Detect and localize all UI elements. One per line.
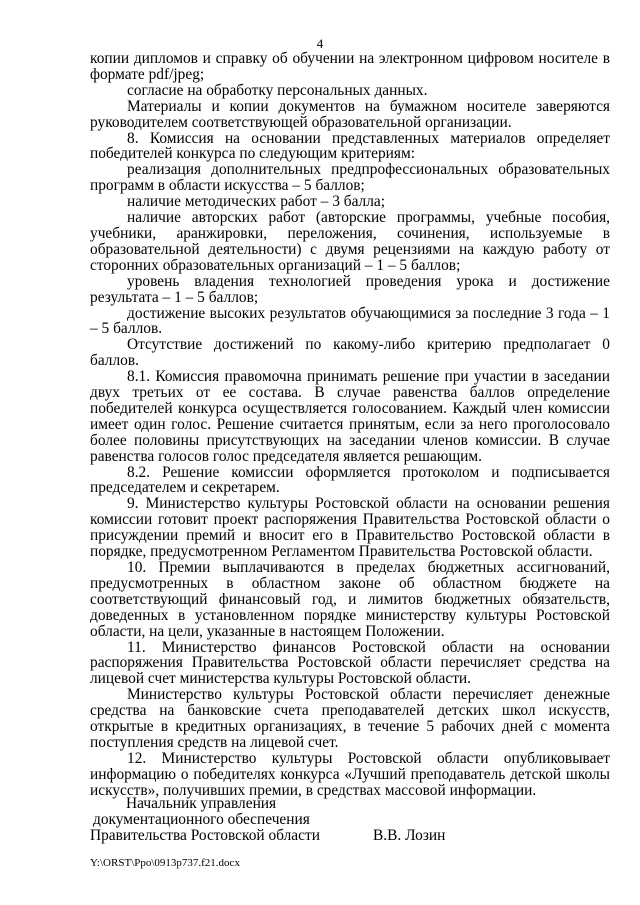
paragraph: 12. Министерство культуры Ростовской области опубликовывает информацию о победителях конкурса «Лучший преподаватель детской школы искусств», получивших премии, в средствах массовой информации. <box>90 749 610 799</box>
document-body <box>90 51 610 799</box>
signer-name: В.В. Лозин <box>373 827 446 845</box>
paragraph: достижение высоких результатов обучающимися за последние 3 года – 1 – 5 баллов. <box>90 304 610 338</box>
paragraph: согласие на обработку персональных данных. <box>127 81 428 99</box>
signer-position-line-1: Начальник управления <box>126 795 277 812</box>
paragraph: 8.2. Решение комиссии оформляется протоколом и подписывается председателем и секретарем. <box>90 463 610 497</box>
paragraph: Отсутствие достижений по какому-либо критерию предполагает 0 баллов. <box>90 336 610 370</box>
signer-position-line-3: Правительства Ростовской области <box>90 827 320 845</box>
paragraph: копии дипломов и справку об обучении на электронном цифровом носителе в формате pdf/jpeg; <box>90 50 610 83</box>
paragraph: Министерство культуры Ростовской области перечисляет денежные средства на банковские счета преподавателей детских школ искусств, открытые в кредитных организациях, в течение 5 рабочих дней с момента поступления средств на лицевой счет. <box>90 686 610 751</box>
paragraph: реализация дополнительных предпрофессиональных образовательных программ в области искусства – 5 баллов; <box>90 161 610 195</box>
paragraph: наличие авторских работ (авторские программы, учебные пособия, учебники, аранжировки, переложения, сочинения, используемые в образовательной деятельности) с двумя рецензиями на каждую работу от сторонних образовательных организаций – 1 – 5 баллов; <box>90 209 610 274</box>
paragraph: Материалы и копии документов на бумажном носителе заверяются руководителем соответствующей образовательной организации. <box>90 97 610 131</box>
signer-position-line-2: документационного обеспечения <box>93 811 310 829</box>
paragraph: 8.1. Комиссия правомочна принимать решение при участии в заседании двух третьих от ее состава. В случае равенства баллов определение победителей конкурса осуществляется голосованием. Каждый член комиссии имеет один голос. Решение считается принятым, если за него проголосовало более половины присутствующих на заседании членов комиссии. В случае равенства голосов голос председателя является решающим. <box>90 368 610 465</box>
paragraph: уровень владения технологией проведения урока и достижение результата – 1 – 5 баллов; <box>90 272 610 306</box>
paragraph: 9. Министерство культуры Ростовской области на основании решения комиссии готовит проект распоряжения Правительства Ростовской области о присуждении премий и вносит его в Правительство Ростовской области в порядке, предусмотренном Регламентом Правительства Ростовской области. <box>90 495 610 561</box>
page-number: 4 <box>316 36 324 51</box>
file-path-footer: Y:\ORST\Ppo\0913p737.f21.docx <box>90 857 240 869</box>
paragraph: 8. Комиссия на основании представленных материалов определяет победителей конкурса по следующим критериям: <box>90 129 610 163</box>
paragraph: 10. Премии выплачиваются в пределах бюджетных ассигнований, предусмотренных в областном законе об областном бюджете на соответствующий финансовый год, и лимитов бюджетных обязательств, доведенных в установленном порядке министерству культуры Ростовской области, на цели, указанные в настоящем Положении. <box>90 559 610 640</box>
signature-block <box>90 796 610 845</box>
paragraph: наличие методических работ – 3 балла; <box>127 193 386 211</box>
paragraph: 11. Министерство финансов Ростовской области на основании распоряжения Правительства Ростовской области перечисляет средства на лицевой счет министерства культуры Ростовской области. <box>90 638 610 688</box>
